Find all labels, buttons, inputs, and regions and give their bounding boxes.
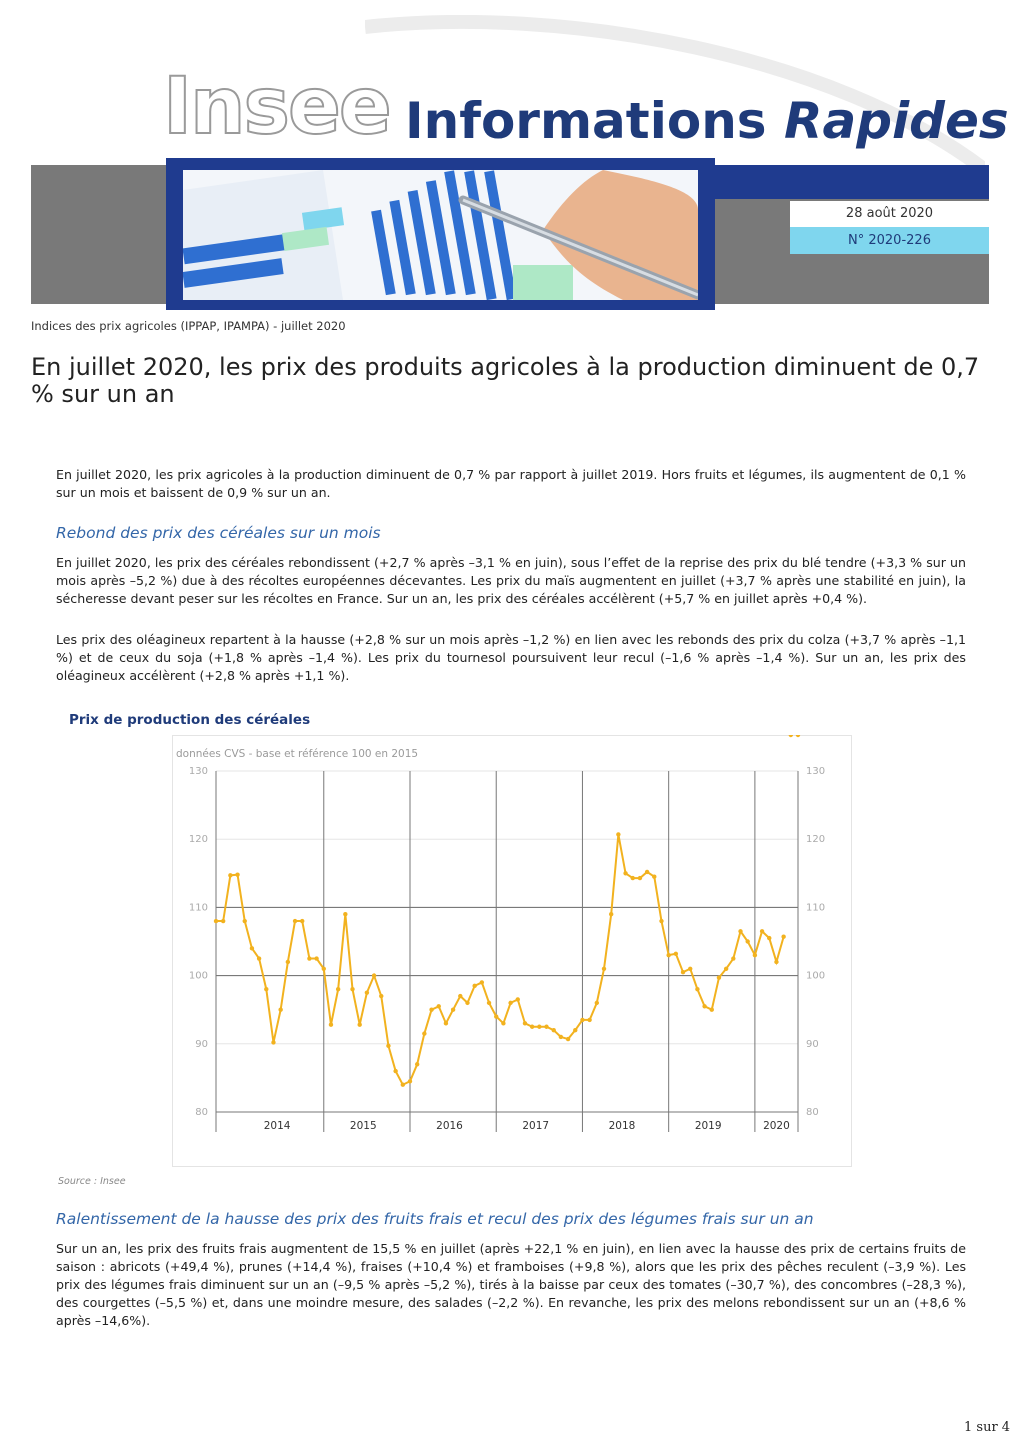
data-point: [350, 987, 354, 991]
data-point: [401, 1083, 405, 1087]
section-heading-cereals: Rebond des prix des céréales sur un mois: [56, 524, 381, 542]
data-point: [322, 967, 326, 971]
data-point: [623, 871, 627, 875]
data-point: [264, 987, 268, 991]
y-tick-label-left: 120: [188, 834, 208, 846]
insee-logo: Insee: [163, 62, 390, 152]
data-point: [408, 1079, 412, 1083]
data-point: [552, 1028, 556, 1032]
data-point: [717, 975, 721, 979]
data-point: [480, 980, 484, 984]
y-tick-label-right: 120: [806, 834, 826, 846]
data-point: [501, 1021, 505, 1025]
data-point: [293, 919, 297, 923]
data-point: [329, 1023, 333, 1027]
data-point: [738, 929, 742, 933]
data-point: [587, 1018, 591, 1022]
data-point: [458, 994, 462, 998]
x-tick-label: 2019: [694, 1120, 722, 1132]
chart-title: Prix de production des céréales: [69, 712, 311, 728]
data-point: [228, 873, 232, 877]
data-point: [674, 952, 678, 956]
intro-paragraph: En juillet 2020, les prix agricoles à la production diminuent de 0,7 % par rapport à juillet 2019. Hors fruits et légumes, ils augmentent de 0,1 % sur un mois et baissent de 0,9 % sur un an.: [56, 467, 966, 500]
section-heading-fruits-vegetables: Ralentissement de la hausse des prix des fruits frais et recul des prix des légumes frais sur un an: [56, 1210, 814, 1228]
paragraph-cereals: En juillet 2020, les prix des céréales rebondissent (+2,7 % après –3,1 % en juin), sous l’effet de la reprise des prix du blé tendre (+3,3 % sur un mois après –5,2 %) due à des récoltes européennes décevantes. Les prix du maïs augmentent en juillet (+3,7 % après une stabilité en juin), la sécheresse devant peser sur les récoltes en France. Sur un an, les prix des céréales accélèrent (+5,7 % en juillet après +0,4 %).: [56, 555, 966, 606]
y-tick-label-right: 130: [806, 766, 826, 777]
data-point: [465, 1001, 469, 1005]
data-point: [221, 919, 225, 923]
data-point: [595, 1001, 599, 1005]
y-tick-label-left: 110: [188, 902, 208, 914]
data-point: [559, 1035, 563, 1039]
data-point: [767, 936, 771, 940]
y-tick-label-left: 90: [195, 1038, 208, 1050]
data-point: [336, 987, 340, 991]
data-point: [444, 1021, 448, 1025]
chart-subtitle: données CVS - base et référence 100 en 2015: [176, 748, 419, 760]
data-point: [774, 960, 778, 964]
data-point: [688, 967, 692, 971]
series-line: [216, 834, 784, 1084]
data-point: [214, 919, 218, 923]
data-point: [659, 919, 663, 923]
data-point: [796, 735, 800, 737]
data-point: [530, 1025, 534, 1029]
data-point: [235, 872, 239, 876]
y-tick-label-right: 90: [806, 1038, 819, 1050]
page-title: En juillet 2020, les prix des produits agricoles à la production diminuent de 0,7 % sur un an: [31, 353, 980, 408]
publication-date: 28 août 2020: [790, 201, 989, 227]
data-point: [616, 832, 620, 836]
data-point: [307, 956, 311, 960]
data-point: [602, 967, 606, 971]
data-point: [516, 997, 520, 1001]
publication-number: N° 2020-226: [790, 227, 989, 254]
data-point: [523, 1021, 527, 1025]
informations-rapides-title: [405, 92, 1009, 150]
data-point: [544, 1025, 548, 1029]
data-point: [746, 939, 750, 943]
data-point: [278, 1008, 282, 1012]
x-tick-label: 2017: [522, 1120, 550, 1132]
page-number: 1 sur 4: [964, 1420, 1011, 1435]
x-tick-label: 2015: [349, 1120, 377, 1132]
data-point: [422, 1031, 426, 1035]
data-point: [580, 1018, 584, 1022]
chart-source: Source : Insee: [58, 1176, 126, 1187]
x-tick-label: 2018: [608, 1120, 636, 1132]
y-tick-label-left: 130: [188, 766, 208, 777]
data-point: [731, 956, 735, 960]
data-point: [487, 1001, 491, 1005]
rapides-word: Rapides: [783, 92, 1009, 150]
y-tick-label-right: 100: [806, 970, 826, 982]
data-point: [724, 967, 728, 971]
data-point: [494, 1014, 498, 1018]
data-point: [702, 1004, 706, 1008]
data-point: [652, 875, 656, 879]
data-point: [537, 1025, 541, 1029]
data-point: [271, 1040, 275, 1044]
paragraph-oilseeds: Les prix des oléagineux repartent à la hausse (+2,8 % sur un mois après –1,2 %) en lien avec les rebonds des prix du colza (+3,7 % après –1,1 %) et de ceux du soja (+1,8 % après –1,4 %). Les prix du tournesol poursuivent leur recul (–1,6 % après –1,4 %). Sur un an, les prix des oléagineux accélèrent (+2,8 % après +1,1 %).: [56, 632, 966, 683]
data-point: [343, 912, 347, 916]
data-point: [573, 1028, 577, 1032]
informations-word: Informations: [405, 92, 767, 150]
y-tick-label-right: 80: [806, 1107, 819, 1118]
header-blue-bar: [715, 165, 989, 199]
data-point: [257, 956, 261, 960]
data-point: [781, 935, 785, 939]
data-point: [638, 876, 642, 880]
data-point: [760, 929, 764, 933]
data-point: [358, 1023, 362, 1027]
x-tick-label: 2020: [763, 1120, 790, 1132]
data-point: [789, 735, 793, 737]
data-point: [566, 1037, 570, 1041]
data-point: [429, 1008, 433, 1012]
y-tick-label-left: 100: [188, 970, 208, 982]
data-point: [415, 1062, 419, 1066]
x-tick-label: 2016: [436, 1120, 463, 1132]
data-point: [631, 876, 635, 880]
breadcrumb: Indices des prix agricoles (IPPAP, IPAMPA) - juillet 2020: [31, 319, 346, 333]
y-tick-label-right: 110: [806, 902, 826, 914]
data-point: [386, 1044, 390, 1048]
chart-plot: [172, 735, 852, 1167]
paragraph-fruits-vegetables: Sur un an, les prix des fruits frais augmentent de 15,5 % en juillet (après +22,1 % en juin), en lien avec la hausse des prix de certains fruits de saison : abricots (+49,4 %), prunes (+14,4 %), fraises (+10,4 %) et framboises (+9,8 %), alors que les prix des pêches reculent (–3,9 %). Les prix des légumes frais diminuent sur un an (–9,5 % après –5,2 %), tirés à la baisse par ceux des tomates (–30,7 %), des concombres (–28,3 %), des courgettes (–5,5 %) et, dans une moindre mesure, des salades (–2,2 %). En revanche, les prix des melons rebondissent sur un an (+8,6 % après –14,6%).: [56, 1241, 966, 1328]
data-point: [710, 1008, 714, 1012]
data-point: [472, 984, 476, 988]
data-point: [645, 870, 649, 874]
data-point: [753, 953, 757, 957]
data-point: [314, 956, 318, 960]
data-point: [508, 1001, 512, 1005]
data-point: [437, 1004, 441, 1008]
data-point: [286, 960, 290, 964]
data-point: [681, 970, 685, 974]
data-point: [666, 953, 670, 957]
data-point: [372, 973, 376, 977]
data-point: [393, 1069, 397, 1073]
data-point: [609, 912, 613, 916]
x-tick-label: 2014: [263, 1120, 291, 1132]
header-photo-bar-chart-pen: [183, 170, 698, 300]
data-point: [451, 1008, 455, 1012]
data-point: [379, 994, 383, 998]
data-point: [300, 919, 304, 923]
data-point: [695, 987, 699, 991]
data-point: [243, 919, 247, 923]
y-tick-label-left: 80: [195, 1107, 208, 1118]
data-point: [365, 990, 369, 994]
data-point: [250, 946, 254, 950]
